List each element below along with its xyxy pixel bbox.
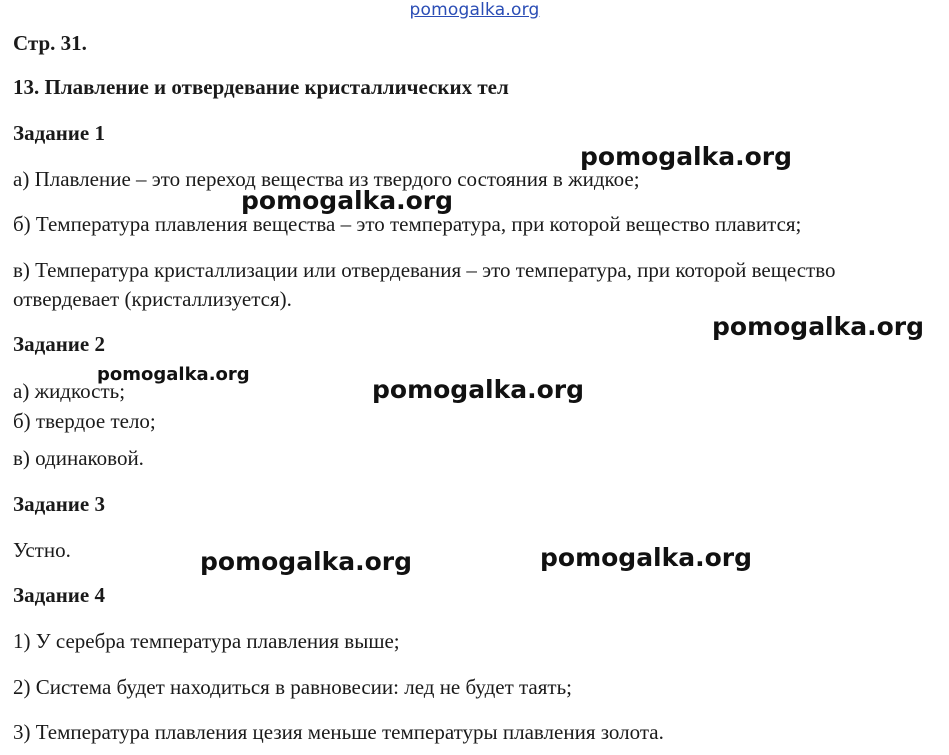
task-2-line-b: б) твердое тело;	[13, 409, 156, 433]
task-3-title: Задание 3	[13, 492, 105, 516]
watermark: pomogalka.org	[97, 364, 250, 385]
task-2-line-c: в) одинаковой.	[13, 446, 144, 470]
watermark: pomogalka.org	[241, 186, 454, 215]
task-4-line-1: 1) У серебра температура плавления выше;	[13, 629, 400, 653]
page-number: Стр. 31.	[13, 31, 87, 55]
task-4-line-3: 3) Температура плавления цезия меньше температуры плавления золота.	[13, 720, 664, 744]
watermark: pomogalka.org	[540, 543, 753, 572]
watermark: pomogalka.org	[372, 375, 585, 404]
task-1-title: Задание 1	[13, 121, 105, 145]
task-1-line-a: а) Плавление – это переход вещества из твердого состояния в жидкое;	[13, 167, 640, 191]
watermark: pomogalka.org	[712, 312, 925, 341]
task-4-line-2: 2) Система будет находиться в равновесии: лед не будет таять;	[13, 675, 573, 699]
watermark: pomogalka.org	[200, 547, 413, 576]
watermark: pomogalka.org	[580, 142, 793, 171]
task-1-line-c-cont: отвердевает (кристаллизуется).	[13, 287, 292, 311]
task-3-line: Устно.	[13, 538, 71, 562]
chapter-title: 13. Плавление и отвердевание кристаллических тел	[13, 75, 509, 99]
task-1-line-b: б) Температура плавления вещества – это температура, при которой вещество плавится;	[13, 212, 802, 236]
task-2-title: Задание 2	[13, 332, 105, 356]
site-link[interactable]: pomogalka.org	[409, 0, 540, 20]
task-2-line-a: а) жидкость;	[13, 379, 126, 403]
task-1-line-c: в) Температура кристаллизации или отвердевания – это температура, при которой вещество	[13, 258, 836, 282]
task-4-title: Задание 4	[13, 583, 105, 607]
